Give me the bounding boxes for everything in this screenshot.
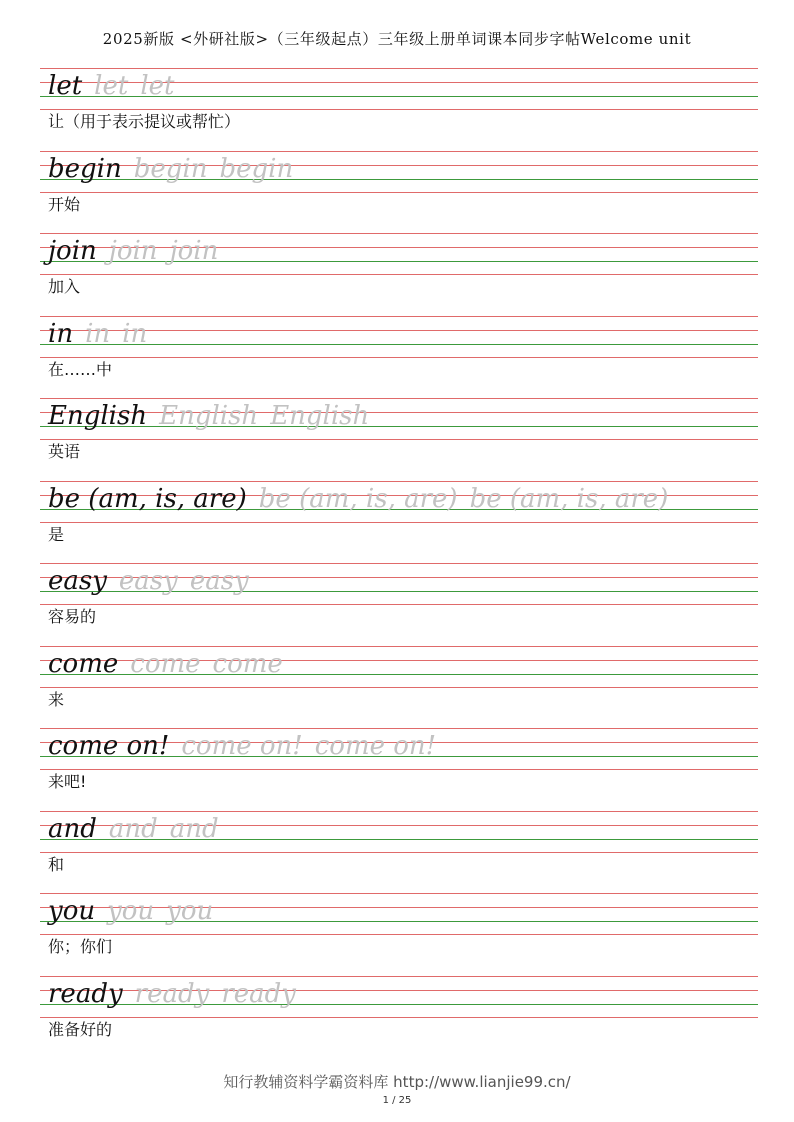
word-row [48,396,369,436]
word-entry-join [40,231,758,314]
word-row [48,726,436,766]
word-entry-ready [40,974,758,1057]
word-trace: you [107,896,155,926]
word-entry-in [40,314,758,397]
guide-line-bottom [40,439,758,440]
guide-line-bottom [40,769,758,770]
word-meaning: 是 [48,524,65,544]
word-meaning: 开始 [48,194,81,214]
word-meaning: 在……中 [48,359,113,379]
word-row [48,314,147,354]
word-entry-easy [40,561,758,644]
word-row [48,479,668,519]
word-entry-come-on [40,726,758,809]
word-entry-english [40,396,758,479]
page-number: 1 / 25 [382,1095,412,1106]
word-trace: begin [133,153,208,184]
word-trace: English [159,401,259,431]
word-text: in [48,318,74,349]
word-row [48,231,218,271]
word-trace: come [130,648,201,679]
word-row [48,561,249,601]
word-text: you [48,896,96,926]
word-trace: in [85,318,111,349]
word-row [48,891,213,931]
word-meaning: 加入 [48,277,81,296]
word-trace: let [94,71,129,101]
word-text: and [48,813,97,844]
word-text: join [48,236,97,266]
guide-line-bottom [40,274,758,275]
guide-line-bottom [40,1017,758,1018]
word-entry-begin [40,149,758,232]
word-list [40,66,758,1056]
word-meaning: 让（用于表示提议或帮忙） [48,112,241,131]
guide-line-bottom [40,192,758,193]
guide-line-upper [40,330,758,331]
guide-line-bottom [40,357,758,358]
guide-line-bottom [40,522,758,523]
word-text: let [48,71,83,101]
word-row [48,66,174,106]
word-entry-come [40,644,758,727]
word-text: come [48,648,119,679]
guide-line-bottom [40,934,758,935]
word-entry-you [40,891,758,974]
word-text: ready [48,978,123,1009]
word-trace: English [270,401,370,431]
word-trace: let [140,71,175,101]
word-trace: come on! [314,731,437,761]
word-meaning: 和 [48,854,65,874]
word-meaning: 你；你们 [48,937,113,956]
word-entry-let [40,66,758,149]
word-row [48,809,219,849]
word-meaning: 准备好的 [48,1019,113,1039]
word-meaning: 容易的 [48,607,97,626]
word-trace: easy [118,566,178,596]
word-trace: be (am, is, are) [258,483,458,514]
footer-site-link[interactable]: 知行教辅资料学霸资料库 http://www.lianjie99.cn/ [223,1073,571,1091]
word-text: easy [48,566,107,596]
word-meaning: 来吧! [48,772,87,791]
guide-line-bottom [40,852,758,853]
word-meaning: 来 [48,689,65,709]
word-entry-be [40,479,758,562]
word-trace: and [169,813,219,844]
word-trace: easy [189,566,249,596]
word-trace: ready [134,978,210,1009]
page-title: 2025新版 <外研社版>（三年级起点）三年级上册单词课本同步字帖Welcome unit [102,30,692,48]
word-trace: come on! [181,731,303,761]
word-row [48,974,296,1014]
word-trace: come [212,648,283,679]
guide-line-top [40,316,758,317]
word-row [48,644,283,684]
word-trace: join [108,236,158,266]
word-trace: begin [219,153,294,184]
word-trace: join [169,236,219,266]
word-entry-and [40,809,758,892]
word-row [48,149,293,189]
word-text: begin [48,153,122,184]
guide-line-bottom [40,687,758,688]
guide-line-bottom [40,109,758,110]
word-text: English [48,401,148,431]
word-trace: you [166,896,214,926]
guide-line-base [40,344,758,345]
word-trace: and [108,813,158,844]
guide-line-bottom [40,604,758,605]
word-text: be (am, is, are) [48,483,247,514]
word-trace: in [122,318,148,349]
word-trace: be (am, is, are) [469,483,669,514]
word-trace: ready [221,978,296,1009]
word-meaning: 英语 [48,442,81,461]
word-text: come on! [48,731,170,761]
